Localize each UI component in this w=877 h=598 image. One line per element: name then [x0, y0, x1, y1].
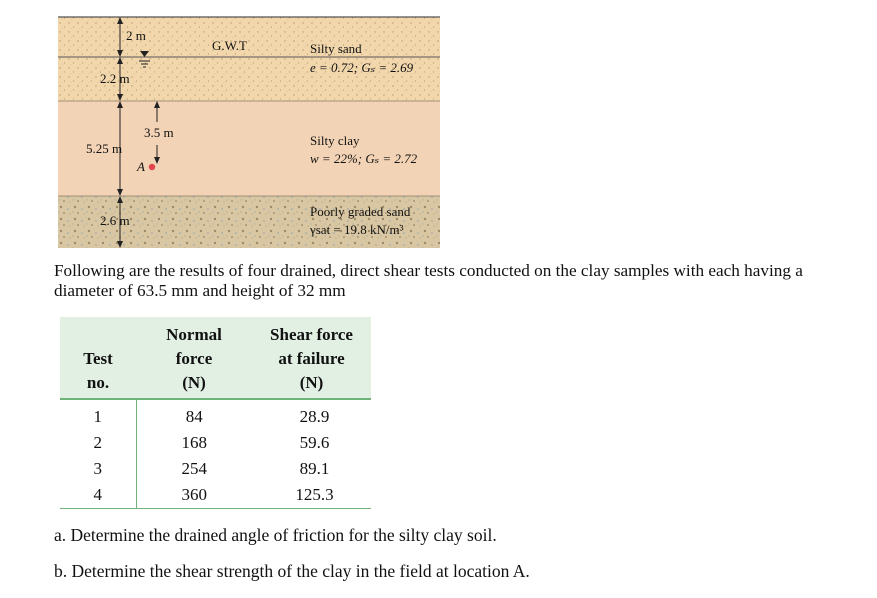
label-2m: 2 m	[126, 28, 146, 43]
header-normal-force: Normal force (N)	[166, 325, 222, 392]
shear-force-cell: 89.1	[299, 459, 330, 478]
table-row	[60, 482, 371, 509]
header-test-no: Test no.	[83, 349, 113, 392]
point-a-label: A	[137, 159, 145, 174]
shear-force-cell: 28.9	[299, 407, 330, 426]
test-no-cell: 3	[60, 456, 136, 482]
header-shear-force: Shear force at failure (N)	[270, 325, 353, 392]
table-row	[60, 430, 371, 456]
poorly-graded-sand-name: Poorly graded sand	[310, 204, 411, 219]
label-2-2m: 2.2 m	[100, 71, 130, 86]
question-b: b. Determine the shear strength of the clay in the field at location A.	[54, 561, 530, 581]
soil-profile-diagram	[58, 12, 440, 248]
normal-force-cell: 84	[185, 407, 203, 426]
silty-sand-name: Silty sand	[310, 41, 362, 56]
label-2-6m: 2.6 m	[100, 213, 130, 228]
test-no-cell: 2	[60, 430, 136, 456]
shear-force-cell: 125.3	[252, 482, 371, 509]
gwt-label: G.W.T	[212, 38, 247, 53]
test-no-cell: 4	[60, 482, 136, 509]
shear-force-cell: 59.6	[299, 433, 330, 452]
question-a: a. Determine the drained angle of friction for the silty clay soil.	[54, 525, 497, 545]
problem-paragraph: Following are the results of four drained, direct shear tests conducted on the clay samples with each having a diameter of 63.5 mm and height of 32 mm	[54, 261, 803, 300]
table-header-row	[60, 317, 371, 399]
point-a-marker	[149, 164, 155, 170]
table-row	[60, 456, 371, 482]
direct-shear-results-table	[60, 317, 371, 509]
table-row	[60, 399, 371, 430]
label-5-25m: 5.25 m	[86, 141, 123, 156]
silty-sand-layer	[58, 17, 440, 101]
test-no-cell: 1	[60, 399, 136, 430]
normal-force-cell: 168	[181, 433, 207, 452]
poorly-graded-sand-property: γsat = 19.8 kN/m³	[310, 222, 404, 237]
silty-sand-property: e = 0.72; Gₛ = 2.69	[310, 60, 414, 75]
silty-clay-property: w = 22%; Gₛ = 2.72	[310, 151, 418, 166]
normal-force-cell: 254	[181, 459, 207, 478]
silty-clay-name: Silty clay	[310, 133, 360, 148]
label-3-5m: 3.5 m	[144, 125, 174, 140]
normal-force-cell: 360	[136, 482, 252, 509]
